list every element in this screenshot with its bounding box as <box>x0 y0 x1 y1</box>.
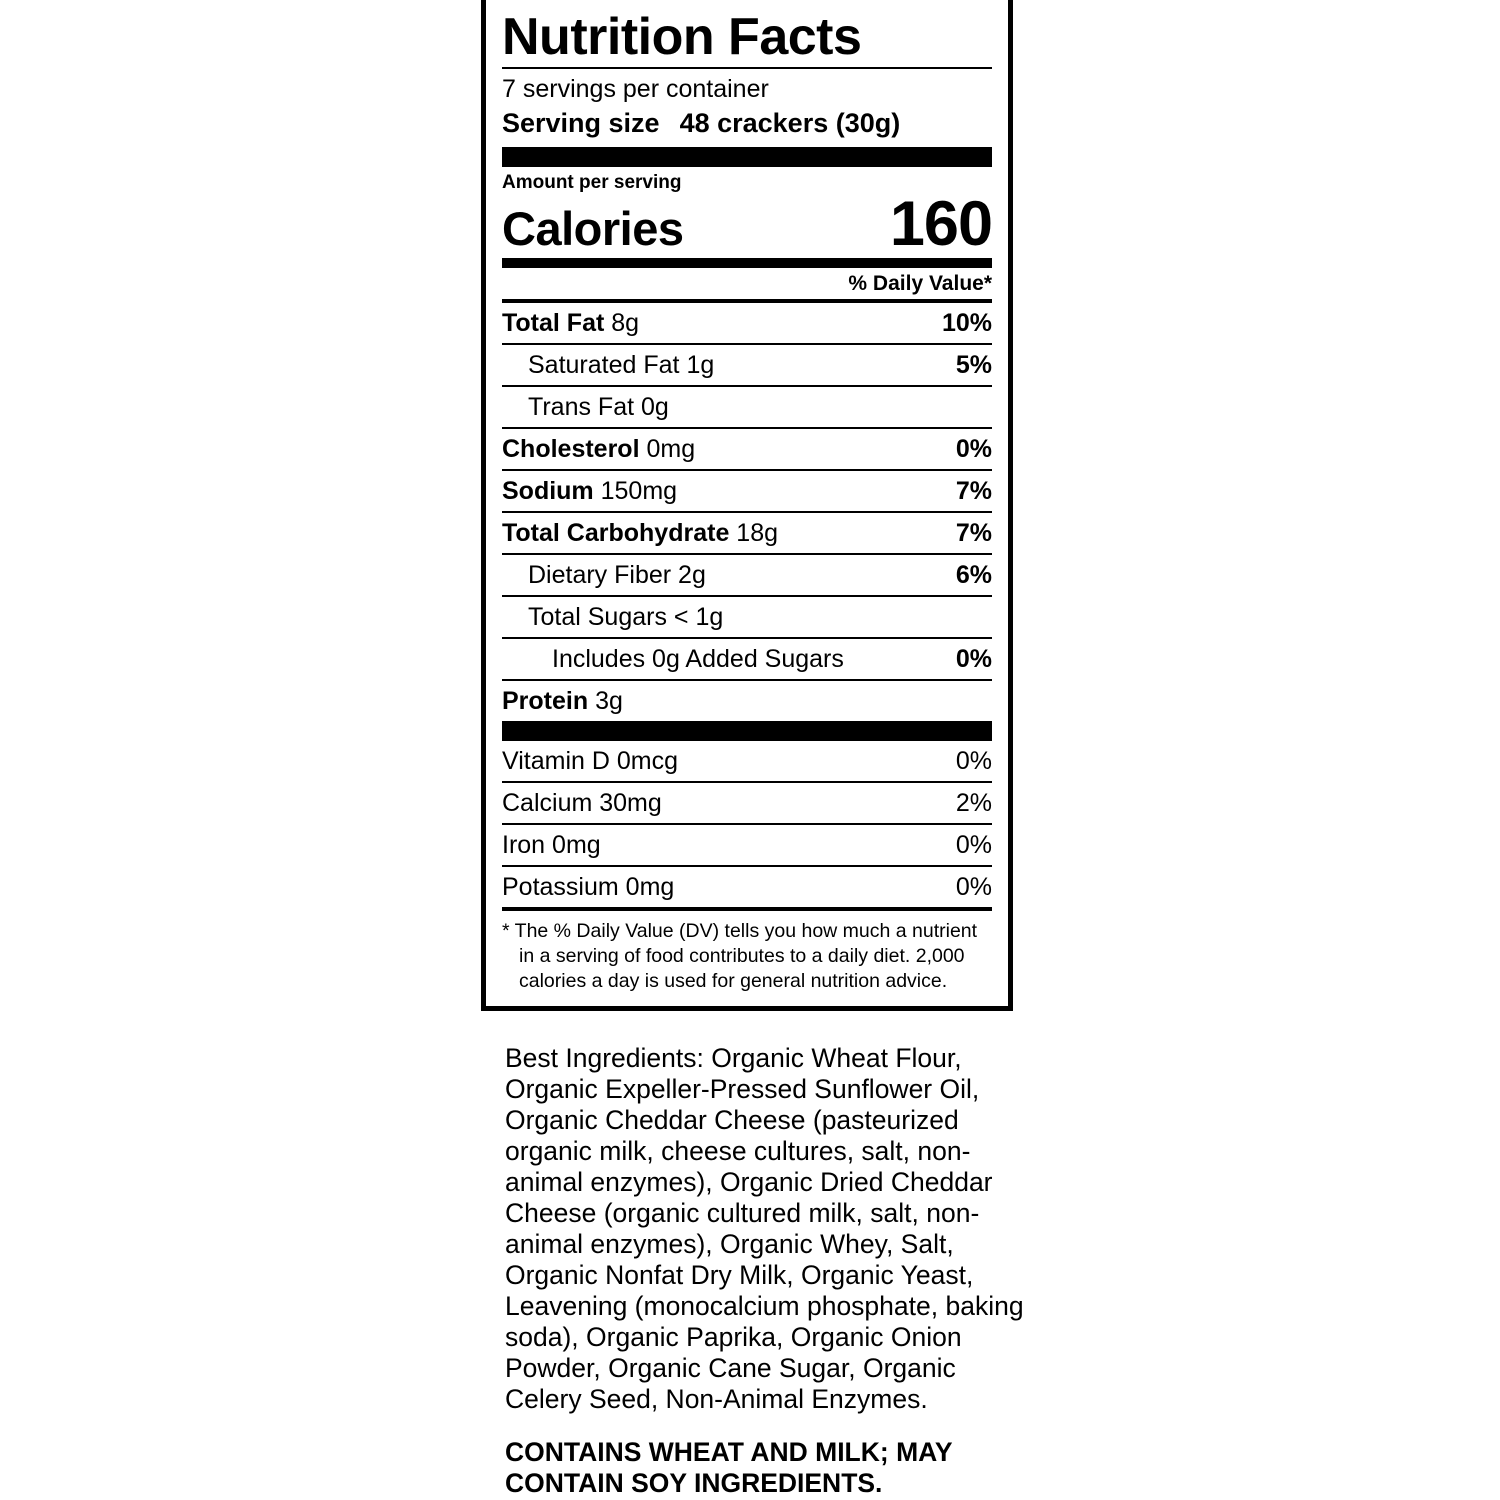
nutrient-name: Calcium 30mg <box>502 789 662 818</box>
nutrient-name: Saturated Fat 1g <box>528 351 715 380</box>
table-row <box>502 867 992 907</box>
allergen-statement: CONTAINS WHEAT AND MILK; MAY CONTAIN SOY INGREDIENTS. <box>505 1437 953 1498</box>
serving-size-value: 48 crackers (30g) <box>679 107 901 138</box>
table-row <box>502 597 992 637</box>
nutrient-name: Total Sugars < 1g <box>528 603 724 632</box>
divider-under-calories <box>502 258 992 268</box>
ingredients-text: Best Ingredients: Organic Wheat Flour, Organic Expeller-Pressed Sunflower Oil, Organic Cheddar Cheese (pasteurized organic milk, cheese cultures, salt, non-animal enzymes), Organic Dried Cheddar Cheese (organic cultured milk, salt, non-animal enzymes), Organic Whey, Salt, Organic Nonfat Dry Milk, Organic Yeast, Leavening (monocalcium phosphate, baking soda), Organic Paprika, Organic Onion Powder, Organic Cane Sugar, Organic Celery Seed, Non-Animal Enzymes. <box>505 1043 1024 1414</box>
nutrient-pct: 7% <box>955 519 992 548</box>
nutrient-rows <box>502 303 992 721</box>
nutrient-name: Potassium 0mg <box>502 873 675 902</box>
nutrient-name: Cholesterol 0mg <box>502 435 696 464</box>
nutrient-pct: 10% <box>941 309 992 338</box>
servings-per-container: 7 servings per container <box>502 74 769 103</box>
table-row <box>502 471 992 511</box>
serving-size-row <box>502 106 992 147</box>
table-row <box>502 513 992 553</box>
table-row <box>502 681 992 721</box>
table-row <box>502 741 992 781</box>
serving-size-label: Serving size <box>502 107 660 138</box>
nutrition-facts-title: Nutrition Facts <box>502 8 862 66</box>
table-row <box>502 387 992 427</box>
nutrient-pct: 0% <box>955 873 992 902</box>
ingredients-section <box>505 1043 1025 1499</box>
nutrient-name: Total Carbohydrate 18g <box>502 519 779 548</box>
nutrient-name: Dietary Fiber 2g <box>528 561 706 590</box>
calories-row <box>502 189 992 260</box>
calories-label: Calories <box>502 202 684 256</box>
nutrient-name: Vitamin D 0mcg <box>502 747 679 776</box>
daily-value-header: % Daily Value* <box>848 272 992 296</box>
table-row <box>502 639 992 679</box>
nutrient-pct: 0% <box>955 645 992 674</box>
nutrient-pct: 0% <box>955 747 992 776</box>
nutrient-pct: 5% <box>955 351 992 380</box>
nutrient-name: Includes 0g Added Sugars <box>552 645 844 674</box>
table-row <box>502 555 992 595</box>
micronutrient-rows <box>502 741 992 911</box>
table-row <box>502 429 992 469</box>
nutrient-name: Sodium 150mg <box>502 477 678 506</box>
calories-value: 160 <box>889 189 992 260</box>
nutrient-pct: 0% <box>955 831 992 860</box>
nutrient-name: Trans Fat 0g <box>528 393 669 422</box>
divider-thick-top <box>502 147 992 167</box>
divider-thick-bottom <box>502 721 992 741</box>
footnote-line-1: * The % Daily Value (DV) tells you how much a nutrient <box>502 920 978 943</box>
table-row <box>502 345 992 385</box>
nutrient-pct: 6% <box>955 561 992 590</box>
nutrient-name: Iron 0mg <box>502 831 601 860</box>
table-row <box>502 783 992 823</box>
nutrient-pct: 0% <box>955 435 992 464</box>
nutrient-name: Protein 3g <box>502 687 623 716</box>
table-row <box>502 303 992 343</box>
nutrient-pct: 7% <box>955 477 992 506</box>
table-row <box>502 825 992 865</box>
daily-value-footnote <box>502 911 992 996</box>
footnote-line-3: calories a day is used for general nutrition advice. <box>519 970 948 993</box>
amount-per-serving-label: Amount per serving <box>502 171 682 193</box>
footnote-line-2: in a serving of food contributes to a daily diet. 2,000 <box>519 945 965 968</box>
nutrient-pct: 2% <box>955 789 992 818</box>
nutrient-name: Total Fat 8g <box>502 309 640 338</box>
nutrition-facts-panel <box>481 0 1013 1011</box>
